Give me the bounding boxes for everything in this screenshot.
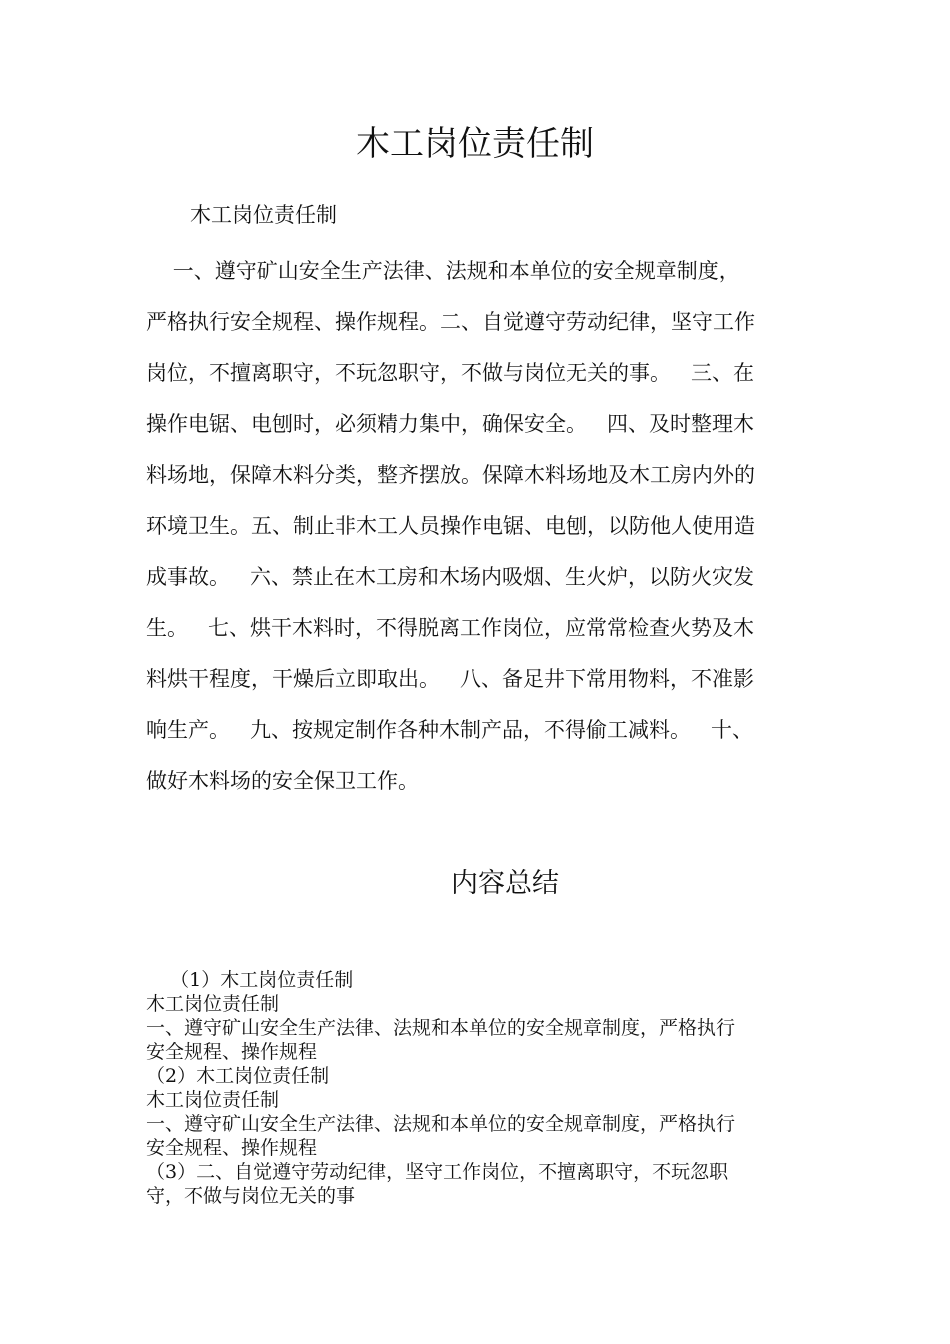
document-subtitle: 木工岗位责任制 [190,203,337,227]
summary-line: 守，不做与岗位无关的事 [146,1185,356,1207]
body-line: 成事故。 六、禁止在木工房和木场内吸烟、生火炉，以防火灾发 [146,565,755,589]
document-body [146,246,806,807]
body-line: 生。 七、烘干木料时，不得脱离工作岗位，应常常检查火势及木 [146,616,755,640]
summary-line: 木工岗位责任制 [146,1089,280,1111]
summary-line: 木工岗位责任制 [146,993,280,1015]
body-line: 响生产。 九、按规定制作各种木制产品，不得偷工减料。 十、 [146,718,754,742]
summary-line: （1）木工岗位责任制 [146,969,354,991]
summary-line: （2）木工岗位责任制 [146,1065,330,1087]
summary-body [146,968,806,1208]
body-line: 料场地，保障木料分类，整齐摆放。保障木料场地及木工房内外的 [146,463,755,487]
summary-line: 一、遵守矿山安全生产法律、法规和本单位的安全规章制度，严格执行 [146,1017,736,1039]
body-line: 操作电锯、电刨时，必须精力集中，确保安全。 四、及时整理木 [146,412,755,436]
body-line: 严格执行安全规程、操作规程。二、自觉遵守劳动纪律，坚守工作 [146,310,755,334]
body-line: 岗位，不擅离职守，不玩忽职守，不做与岗位无关的事。 三、在 [146,361,755,385]
summary-line: （3）二、自觉遵守劳动纪律，坚守工作岗位，不擅离职守，不玩忽职 [146,1161,729,1183]
body-line: 环境卫生。五、制止非木工人员操作电锯、电刨，以防他人使用造 [146,514,755,538]
body-line: 料烘干程度，干燥后立即取出。 八、备足井下常用物料，不准影 [146,667,755,691]
document-title: 木工岗位责任制 [356,124,594,164]
summary-title: 内容总结 [451,868,559,899]
summary-line: 安全规程、操作规程 [146,1041,318,1063]
body-line: 一、遵守矿山安全生产法律、法规和本单位的安全规章制度， [146,259,740,283]
summary-line: 一、遵守矿山安全生产法律、法规和本单位的安全规章制度，严格执行 [146,1113,736,1135]
body-line: 做好木料场的安全保卫工作。 [146,769,419,793]
summary-line: 安全规程、操作规程 [146,1137,318,1159]
